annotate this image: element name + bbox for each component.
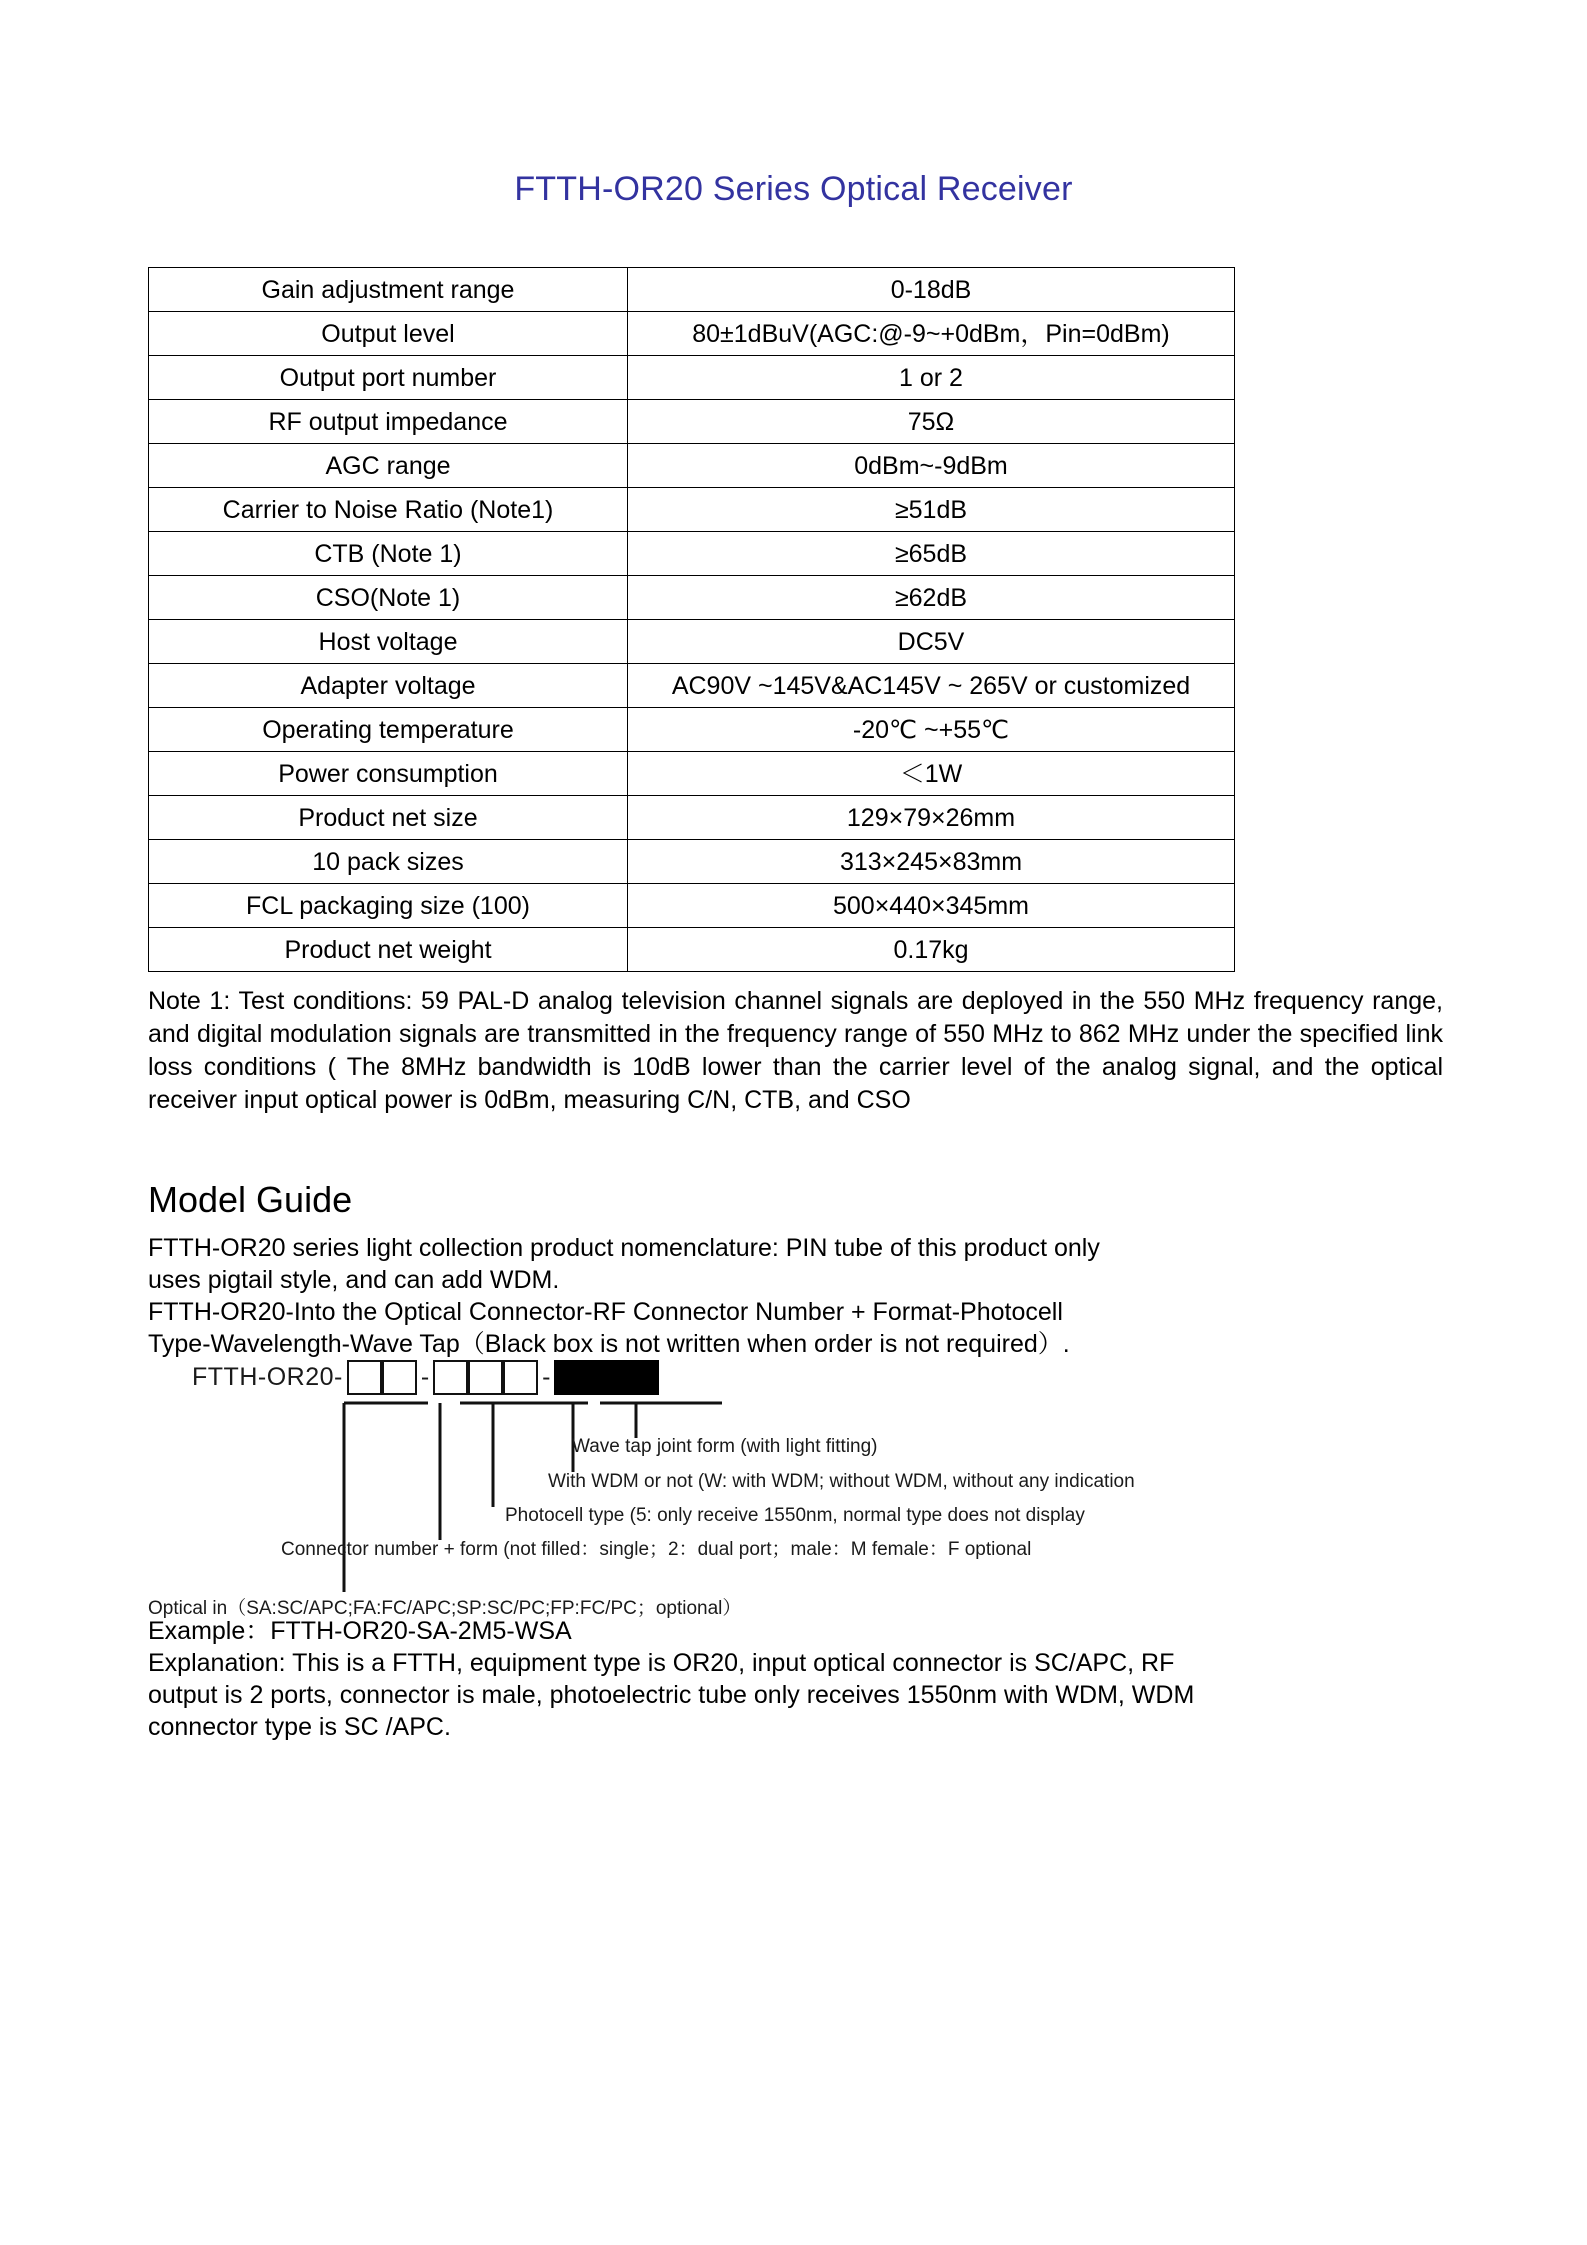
table-cell-value: 75Ω — [628, 400, 1235, 444]
specification-table — [148, 267, 1235, 972]
table-row — [149, 268, 1235, 312]
model-guide-intro-line-1: FTTH-OR20 series light collection product nomenclature: PIN tube of this product only — [148, 1234, 1100, 1262]
code-box-3 — [433, 1360, 468, 1395]
explanation-line-2: output is 2 ports, connector is male, photoelectric tube only receives 1550nm with WDM, WDM — [148, 1681, 1195, 1709]
explanation-line-1: Explanation: This is a FTTH, equipment type is OR20, input optical connector is SC/APC, RF — [148, 1649, 1175, 1677]
table-cell-value: ≥51dB — [628, 488, 1235, 532]
example-explanation-block — [148, 1615, 1338, 1743]
table-cell-parameter: Product net weight — [149, 928, 628, 972]
table-cell-value: ≥65dB — [628, 532, 1235, 576]
table-row — [149, 488, 1235, 532]
table-cell-value: 500×440×345mm — [628, 884, 1235, 928]
table-row — [149, 796, 1235, 840]
table-cell-parameter: RF output impedance — [149, 400, 628, 444]
table-cell-value: -20℃ ~+55℃ — [628, 708, 1235, 752]
code-box-6-filled — [554, 1360, 589, 1395]
code-box-5 — [503, 1360, 538, 1395]
code-box-1 — [347, 1360, 382, 1395]
table-row — [149, 356, 1235, 400]
table-cell-value: 0-18dB — [628, 268, 1235, 312]
table-cell-parameter: Power consumption — [149, 752, 628, 796]
page-title: FTTH-OR20 Series Optical Receiver — [514, 170, 1073, 208]
table-row — [149, 708, 1235, 752]
model-guide-intro — [148, 1232, 1308, 1360]
table-cell-parameter: FCL packaging size (100) — [149, 884, 628, 928]
table-cell-parameter: CTB (Note 1) — [149, 532, 628, 576]
table-cell-parameter: Host voltage — [149, 620, 628, 664]
note-paragraph: Note 1: Test conditions: 59 PAL-D analog television channel signals are deployed in the 550 MHz frequency range, and digital modulation signals are transmitted in the frequency range of 550 MHz to 862 MHz under the specified link loss conditions ( The 8MHz bandwidth is 10dB lower than the carrier level of the analog signal, and the optical receiver input optical power is 0dBm, measuring C/N, CTB, and CSO — [148, 987, 1443, 1114]
code-box-2 — [382, 1360, 417, 1395]
table-row — [149, 620, 1235, 664]
table-cell-value: 0.17kg — [628, 928, 1235, 972]
table-cell-value: 80±1dBuV(AGC:@-9~+0dBm，Pin=0dBm) — [628, 312, 1235, 356]
table-cell-value: 1 or 2 — [628, 356, 1235, 400]
example-line: Example：FTTH-OR20-SA-2M5-WSA — [148, 1617, 572, 1645]
table-cell-parameter: Operating temperature — [149, 708, 628, 752]
model-guide-intro-line-4: Type-Wavelength-Wave Tap（Black box is not written when order is not required）. — [148, 1330, 1070, 1358]
model-code-diagram — [148, 1352, 1408, 1619]
code-dash-2: - — [542, 1363, 551, 1391]
table-row — [149, 884, 1235, 928]
table-cell-parameter: Product net size — [149, 796, 628, 840]
table-cell-value: 0dBm~-9dBm — [628, 444, 1235, 488]
code-dash-1: - — [420, 1363, 430, 1391]
table-cell-parameter: Adapter voltage — [149, 664, 628, 708]
table-row — [149, 928, 1235, 972]
code-box-4 — [468, 1360, 503, 1395]
table-cell-value: ≥62dB — [628, 576, 1235, 620]
table-cell-value: DC5V — [628, 620, 1235, 664]
table-row — [149, 664, 1235, 708]
table-cell-parameter: Carrier to Noise Ratio (Note1) — [149, 488, 628, 532]
callout-photocell-type: Photocell type (5: only receive 1550nm, normal type does not display — [505, 1505, 1085, 1526]
table-cell-value: AC90V ~145V&AC145V ~ 265V or customized — [628, 664, 1235, 708]
model-code-prefix: FTTH-OR20- — [192, 1363, 343, 1391]
callout-connector-number: Connector number + form (not filled：single；2：dual port；male：M female：F optional — [281, 1539, 1032, 1560]
table-cell-value: ＜1W — [628, 752, 1235, 796]
specification-table-body — [149, 268, 1235, 972]
table-row — [149, 532, 1235, 576]
table-cell-parameter: CSO(Note 1) — [149, 576, 628, 620]
table-row — [149, 840, 1235, 884]
model-guide-intro-line-2: uses pigtail style, and can add WDM. — [148, 1266, 560, 1294]
model-guide-heading: Model Guide — [148, 1179, 353, 1220]
table-row — [149, 752, 1235, 796]
callout-wave-tap: Wave tap joint form (with light fitting) — [572, 1436, 878, 1457]
callout-optical-in: Optical in（SA:SC/APC;FA:FC/APC;SP:SC/PC;FP:FC/PC；optional） — [148, 1598, 742, 1619]
code-box-8-filled — [624, 1360, 659, 1395]
table-cell-parameter: Output port number — [149, 356, 628, 400]
table-cell-parameter: Output level — [149, 312, 628, 356]
explanation-line-3: connector type is SC /APC. — [148, 1713, 451, 1741]
callout-wdm: With WDM or not (W: with WDM; without WDM, without any indication — [548, 1471, 1135, 1492]
model-code-row — [192, 1356, 659, 1398]
table-cell-parameter: AGC range — [149, 444, 628, 488]
table-cell-parameter: Gain adjustment range — [149, 268, 628, 312]
model-guide-intro-line-3: FTTH-OR20-Into the Optical Connector-RF Connector Number + Format-Photocell — [148, 1298, 1063, 1326]
table-row — [149, 400, 1235, 444]
table-cell-value: 129×79×26mm — [628, 796, 1235, 840]
table-row — [149, 312, 1235, 356]
table-cell-value: 313×245×83mm — [628, 840, 1235, 884]
table-row — [149, 576, 1235, 620]
table-row — [149, 444, 1235, 488]
code-box-7-filled — [589, 1360, 624, 1395]
table-cell-parameter: 10 pack sizes — [149, 840, 628, 884]
